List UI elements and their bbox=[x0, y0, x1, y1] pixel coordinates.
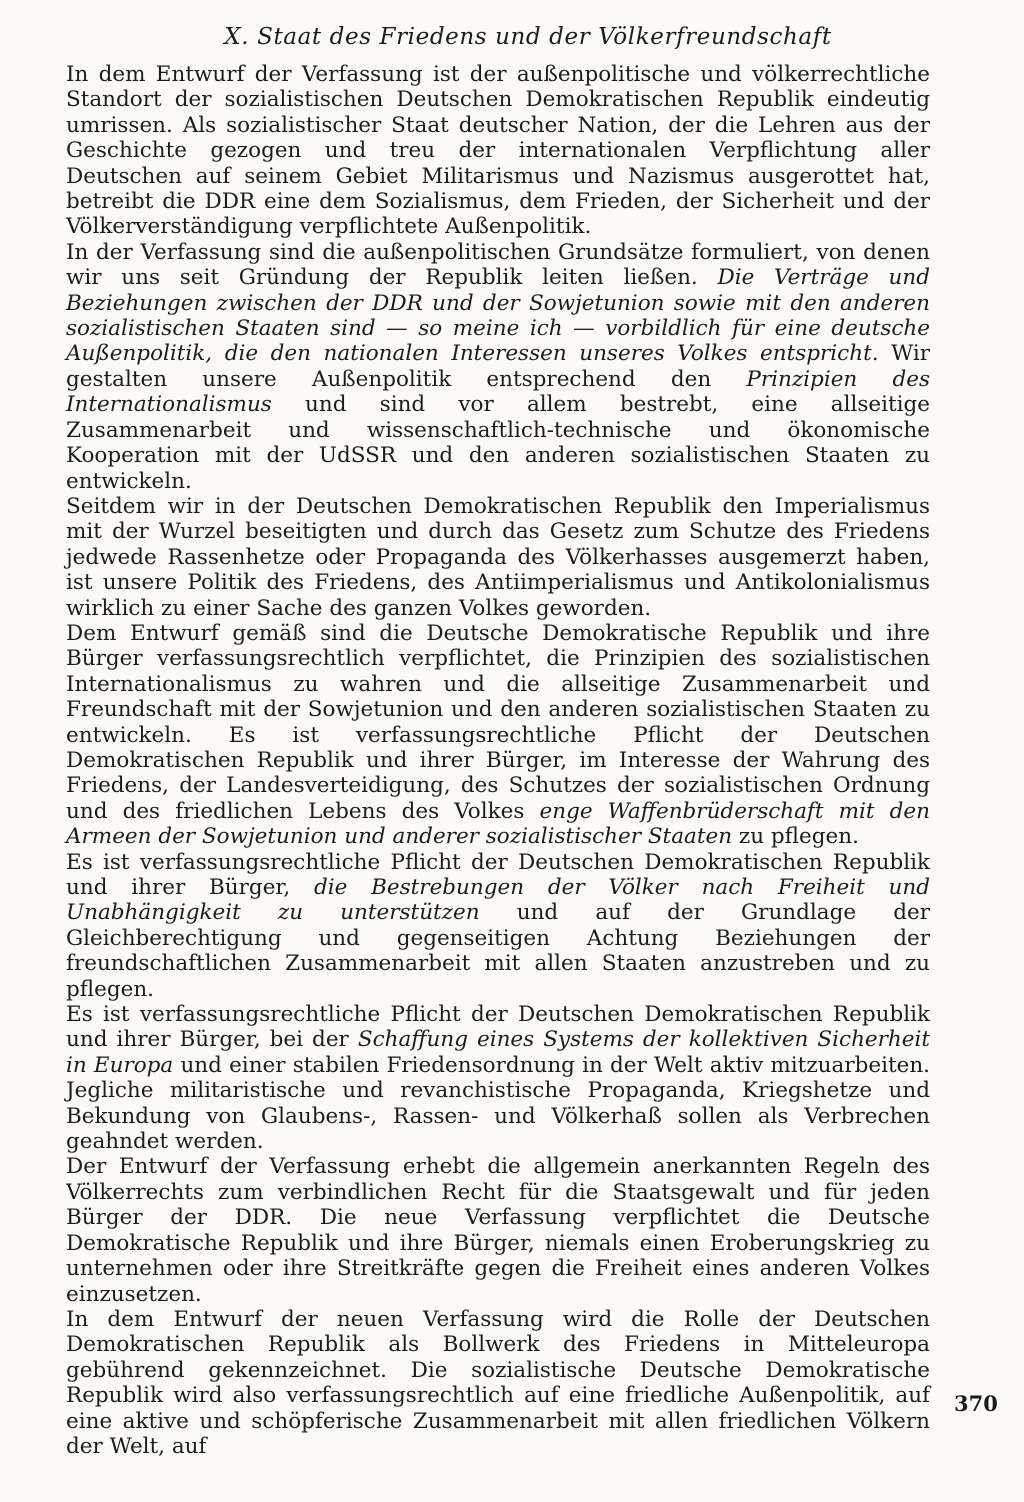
text-run: und sind vor allem bestrebt, eine allseitige Zusammenarbeit und wissenschaftlich-technische und ökonomische Kooperation mit der UdSSR und den anderen sozialistischen Staaten zu entwickeln. bbox=[66, 392, 930, 494]
paragraph bbox=[66, 850, 930, 1002]
text-run: Der Entwurf der Verfassung erhebt die allgemein anerkannten Regeln des Völkerrechts zum verbindlichen Recht für die Staatsgewalt und für jeden Bürger der DDR. Die neue Verfassung verpflichtet die Deutsche Demokratische Republik und ihre Bürger, niemals einen Eroberungskrieg zu unternehmen oder ihre Streitkräfte gegen die Freiheit eines anderen Volkes einzusetzen. bbox=[66, 1154, 930, 1307]
text-run: Wir gestalten unsere Außenpolitik entsprechend den bbox=[66, 341, 930, 392]
text-run: zu pflegen. bbox=[732, 824, 859, 850]
text-run: und einer stabilen Friedensordnung in der Welt aktiv mitzuarbeiten. Jegliche militaristische und revanchistische Propaganda, Kriegshetze und Bekundung von Glaubens-, Rassen- und Völkerhaß sollen als Verbrechen geahndet werden. bbox=[66, 1052, 931, 1155]
text-run: Dem Entwurf gemäß sind die Deutsche Demokratische Republik und ihre Bürger verfassungsrechtlich verpflichtet, die Prinzipien des sozialistischen Internationalismus zu wahren und die allseitige Zusammenarbeit und Freundschaft mit der Sowjetunion und den anderen sozialistischen Staaten zu entwickeln. Es ist verfassungsrechtliche Pflicht der Deutschen Demokratischen Republik und ihrer Bürger, im Interesse der Wahrung des Friedens, der Landesverteidigung, des Schutzes der sozialistischen Ordnung und des friedlichen Lebens des Volkes bbox=[66, 620, 930, 824]
emphasized-text: Schaffung eines Systems der kollektiven Sicherheit in Europa bbox=[66, 1027, 931, 1078]
text-run: In dem Entwurf der Verfassung ist der außenpolitische und völkerrechtliche Standort der sozialistischen Deutschen Demokratischen Republik eindeutig umrissen. Als sozialistischer Staat deutscher Nation, der die Lehren aus der Geschichte gezogen und treu der internationalen Verpflichtung aller Deutschen auf seinem Gebiet Militarismus und Nazismus ausgerottet hat, betreibt die DDR eine dem Sozialismus, dem Frieden, der Sicherheit und der Völkerverständigung verpflichtete Außenpolitik. bbox=[66, 62, 930, 240]
emphasized-text: Die Verträge und Beziehungen zwischen der DDR und der Sowjetunion sowie mit den anderen sozialistischen Staaten sind — so meine ich — vorbildlich für eine deutsche Außenpolitik, die den nationalen Interessen unseres Volkes entspricht. bbox=[66, 265, 930, 367]
body-text bbox=[66, 62, 930, 1459]
paragraph bbox=[66, 1307, 930, 1459]
chapter-header: X. Staat des Friedens und der Völkerfreundschaft bbox=[224, 24, 832, 50]
text-run: In der Verfassung sind die außenpolitischen Grundsätze formuliert, von denen wir uns seit Gründung der Republik leiten ließen. bbox=[66, 239, 930, 291]
text-run: Es ist verfassungsrechtliche Pflicht der Deutschen Demokratischen Republik und ihrer Bürger, bei der bbox=[66, 1002, 930, 1053]
paragraph bbox=[66, 621, 930, 850]
text-run: In dem Entwurf der neuen Verfassung wird die Rolle der Deutschen Demokratischen Republik als Bollwerk des Friedens in Mitteleuropa gebührend gekennzeichnet. Die sozialistische Deutsche Demokratische Republik wird also verfassungsrechtlich auf eine friedliche Außenpolitik, auf eine aktive und schöpferische Zusammenarbeit mit allen friedlichen Völkern der Welt, auf bbox=[66, 1306, 930, 1459]
paragraph bbox=[66, 494, 930, 621]
paragraph bbox=[66, 62, 930, 240]
emphasized-text: enge Waffenbrüderschaft mit den Armeen der Sowjetunion und anderer sozialistischer Staaten bbox=[66, 798, 930, 850]
emphasized-text: Prinzipien des Internationalismus bbox=[66, 366, 930, 418]
document-page bbox=[66, 22, 930, 1459]
paragraph bbox=[66, 1002, 930, 1154]
text-run: und auf der Grundlage der Gleichberechtigung und gegenseitigen Achtung Beziehungen der freundschaftlichen Zusammenarbeit mit allen Staaten anzustreben und zu pflegen. bbox=[66, 900, 931, 1002]
paragraph bbox=[66, 240, 930, 494]
paragraph bbox=[66, 1154, 930, 1306]
page-number: 370 bbox=[954, 1391, 998, 1416]
emphasized-text: die Bestrebungen der Völker nach Freiheit und Unabhängigkeit zu unterstützen bbox=[66, 875, 931, 926]
text-run: Es ist verfassungsrechtliche Pflicht der Deutschen Demokratischen Republik und ihrer Bürger, bbox=[66, 849, 930, 900]
text-run: Seitdem wir in der Deutschen Demokratischen Republik den Imperialismus mit der Wurzel beseitigten und durch das Gesetz zum Schutze des Friedens jedwede Rassenhetze oder Propaganda des Völkerhasses ausgemerzt haben, ist unsere Politik des Friedens, des Antiimperialismus und Antikolonialismus wirklich zu einer Sache des ganzen Volkes geworden. bbox=[66, 493, 930, 621]
